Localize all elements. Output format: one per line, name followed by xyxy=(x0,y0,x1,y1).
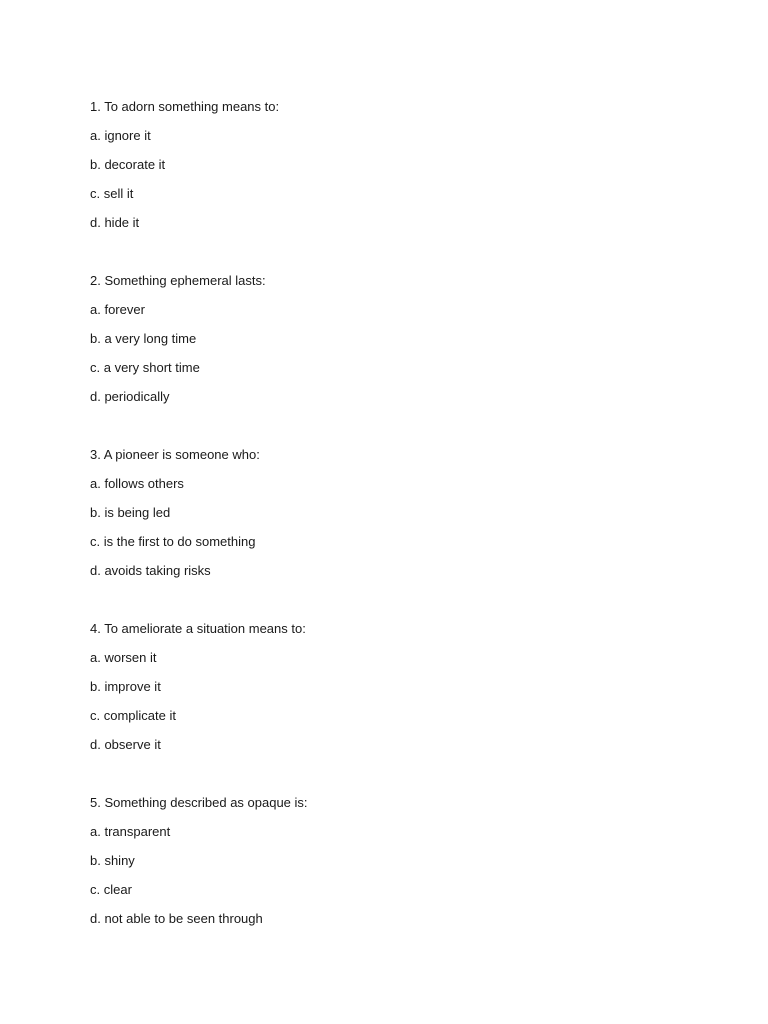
answer-option-b: b. decorate it xyxy=(90,157,166,172)
answer-option-b: b. shiny xyxy=(90,853,135,868)
answer-option-c: c. is the first to do something xyxy=(90,534,256,549)
answer-option-d: d. hide it xyxy=(90,215,140,230)
question-5 xyxy=(90,788,690,933)
question-prompt: 3. A pioneer is someone who: xyxy=(90,447,260,462)
answer-option-c: c. complicate it xyxy=(90,708,176,723)
answer-option-b: b. is being led xyxy=(90,505,171,520)
answer-option-d: d. observe it xyxy=(90,737,161,752)
question-1 xyxy=(90,92,690,237)
answer-option-d: d. not able to be seen through xyxy=(90,911,263,926)
answer-option-c: c. sell it xyxy=(90,186,134,201)
answer-option-c: c. a very short time xyxy=(90,360,200,375)
answer-option-b: b. improve it xyxy=(90,679,161,694)
answer-option-a: a. worsen it xyxy=(90,650,157,665)
question-3 xyxy=(90,440,690,585)
question-prompt: 2. Something ephemeral lasts: xyxy=(90,273,266,288)
answer-option-d: d. avoids taking risks xyxy=(90,563,211,578)
question-prompt: 5. Something described as opaque is: xyxy=(90,795,308,810)
answer-option-a: a. forever xyxy=(90,302,145,317)
question-2 xyxy=(90,266,690,411)
answer-option-a: a. ignore it xyxy=(90,128,151,143)
answer-option-c: c. clear xyxy=(90,882,132,897)
question-4 xyxy=(90,614,690,759)
answer-option-a: a. follows others xyxy=(90,476,184,491)
question-prompt: 1. To adorn something means to: xyxy=(90,99,280,114)
question-prompt: 4. To ameliorate a situation means to: xyxy=(90,621,306,636)
quiz-body xyxy=(90,92,690,962)
answer-option-a: a. transparent xyxy=(90,824,171,839)
answer-option-d: d. periodically xyxy=(90,389,170,404)
answer-option-b: b. a very long time xyxy=(90,331,197,346)
